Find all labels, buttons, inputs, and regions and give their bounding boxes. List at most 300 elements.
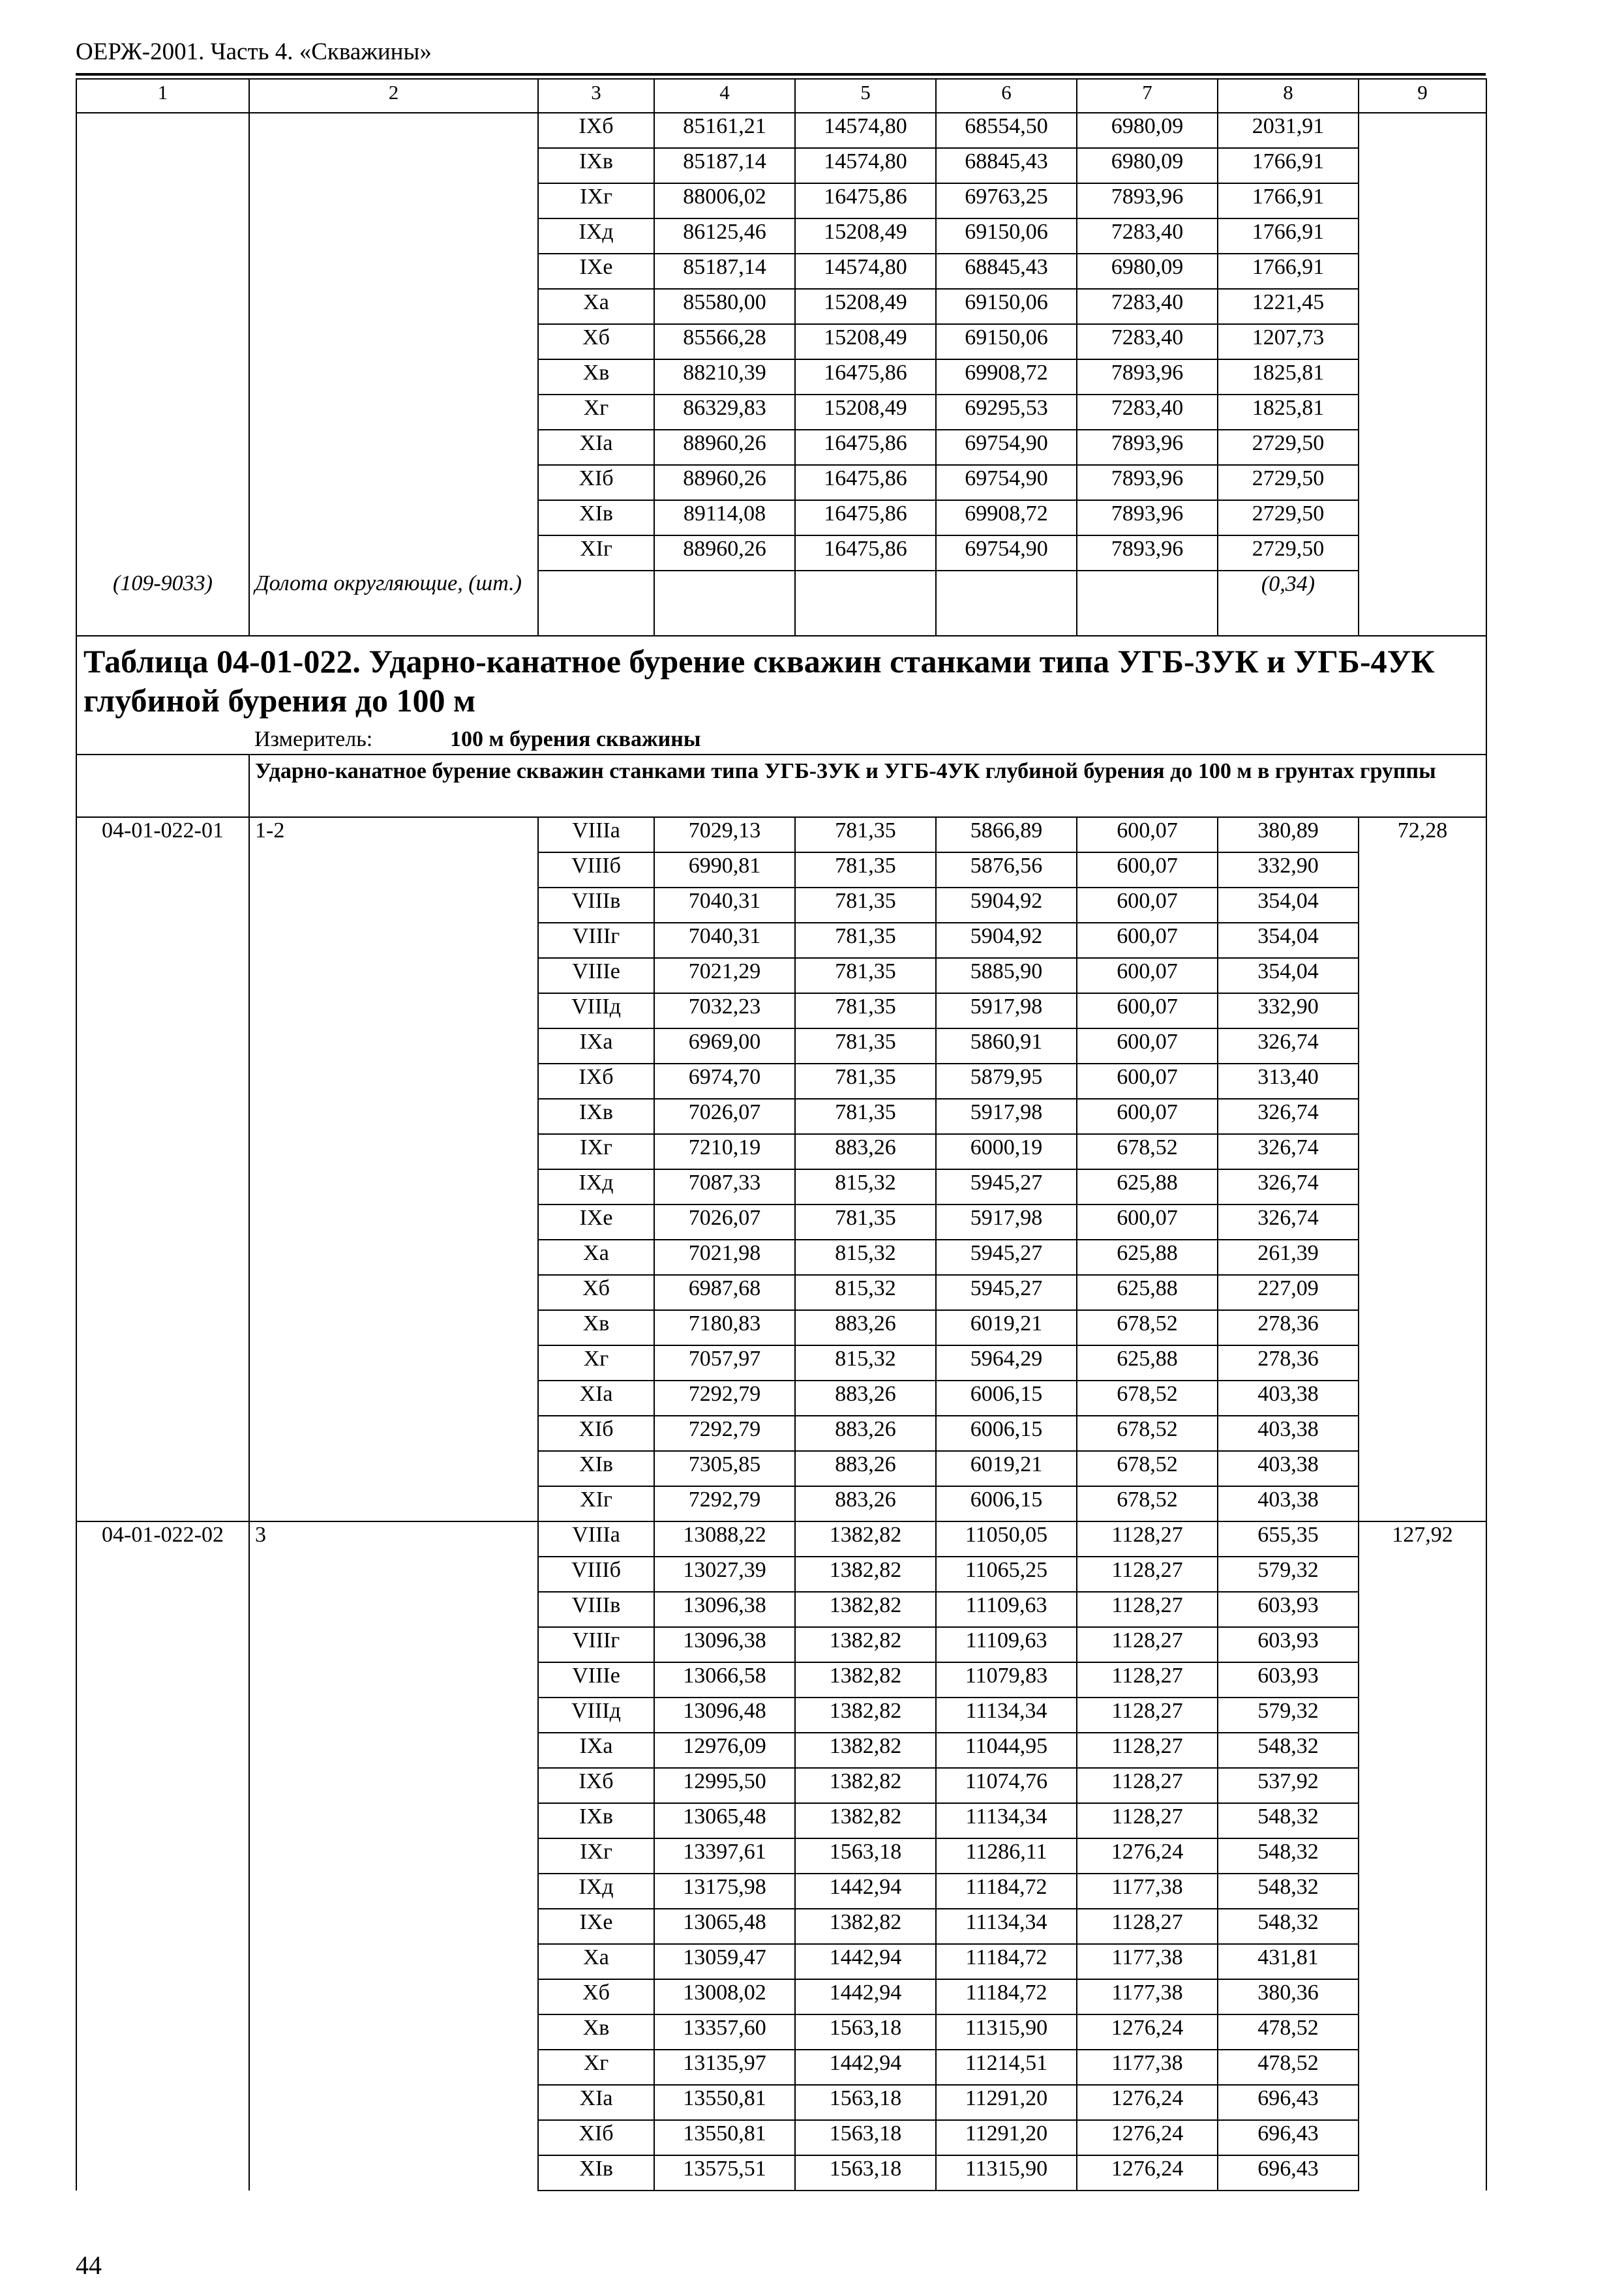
value-cell: 86125,46: [654, 218, 795, 254]
value-cell: 1128,27: [1077, 1733, 1218, 1768]
code-cell-empty: [76, 324, 249, 359]
value-cell: 1766,91: [1218, 183, 1359, 218]
value-cell: 403,38: [1218, 1416, 1359, 1451]
value-cell: 7087,33: [654, 1169, 795, 1204]
value-cell: 12995,50: [654, 1768, 795, 1803]
value-cell: 11050,05: [936, 1521, 1077, 1557]
value-cell: 1766,91: [1218, 254, 1359, 289]
name-cell-empty: [249, 1486, 538, 1521]
code-cell-empty: [76, 395, 249, 430]
value-cell: 13088,22: [654, 1521, 795, 1557]
value-cell: 7283,40: [1077, 324, 1218, 359]
value-cell: 7893,96: [1077, 465, 1218, 500]
table-row: [76, 1240, 1486, 1275]
name-cell-empty: [249, 1099, 538, 1134]
extra-cell-empty: [1359, 888, 1486, 923]
table-row: [76, 958, 1486, 993]
value-cell: 88960,26: [654, 430, 795, 465]
value-cell: 696,43: [1218, 2155, 1359, 2191]
extra-cell-empty: [1359, 254, 1486, 289]
value-cell: 13065,48: [654, 1803, 795, 1838]
code-cell-empty: [76, 1627, 249, 1662]
table-row: [76, 465, 1486, 500]
value-cell: 13008,02: [654, 1979, 795, 2014]
terrain-category-cell: XIб: [538, 1416, 654, 1451]
terrain-category-cell: Xб: [538, 1979, 654, 2014]
value-cell: 7893,96: [1077, 183, 1218, 218]
code-cell-empty: [76, 1240, 249, 1275]
extra-cell-empty: [1359, 1275, 1486, 1310]
value-cell: 14574,80: [795, 113, 936, 148]
table-title-cell: [76, 636, 1486, 755]
value-cell: 678,52: [1077, 1486, 1218, 1521]
extra-value: 127,92: [1359, 1521, 1486, 1557]
value-cell: 678,52: [1077, 1416, 1218, 1451]
code-cell-empty: [76, 1099, 249, 1134]
material-row: [76, 571, 1486, 636]
column-number: 3: [538, 79, 654, 113]
value-cell: 655,35: [1218, 1521, 1359, 1557]
value-cell: 7283,40: [1077, 289, 1218, 324]
code-cell-empty: [76, 1028, 249, 1064]
name-cell-empty: [249, 993, 538, 1028]
name-cell-empty: [249, 218, 538, 254]
table-row: [76, 2120, 1486, 2155]
value-cell: 548,32: [1218, 1803, 1359, 1838]
value-cell: 537,92: [1218, 1768, 1359, 1803]
value-cell: 603,93: [1218, 1592, 1359, 1627]
value-cell: 815,32: [795, 1345, 936, 1381]
value-cell: 1128,27: [1077, 1909, 1218, 1944]
terrain-category-cell: VIIIг: [538, 1627, 654, 1662]
page-header: ОЕРЖ-2001. Часть 4. «Скважины»: [76, 38, 432, 65]
value-cell: 16475,86: [795, 183, 936, 218]
value-cell: 11315,90: [936, 2155, 1077, 2191]
table-row: [76, 1662, 1486, 1698]
value-cell: 1563,18: [795, 2155, 936, 2191]
value-cell: 15208,49: [795, 324, 936, 359]
value-cell: 16475,86: [795, 430, 936, 465]
code-cell-empty: [76, 1838, 249, 1874]
table-row: [76, 1275, 1486, 1310]
value-cell: 5876,56: [936, 852, 1077, 888]
value-cell: 403,38: [1218, 1486, 1359, 1521]
name-cell-empty: [249, 2014, 538, 2050]
value-cell: 7026,07: [654, 1204, 795, 1240]
extra-cell-empty: [1359, 1557, 1486, 1592]
value-cell: 13059,47: [654, 1944, 795, 1979]
value-cell: 68554,50: [936, 113, 1077, 148]
value-cell: 16475,86: [795, 465, 936, 500]
value-cell: 88960,26: [654, 465, 795, 500]
value-cell: 1276,24: [1077, 2085, 1218, 2120]
extra-cell-empty: [1359, 1874, 1486, 1909]
extra-cell-empty: [1359, 430, 1486, 465]
terrain-category-cell: Xв: [538, 2014, 654, 2050]
extra-cell-empty: [1359, 2120, 1486, 2155]
code-cell-empty: [76, 1275, 249, 1310]
rate-code: 04-01-022-02: [76, 1521, 249, 1557]
table-row: [76, 993, 1486, 1028]
name-cell-empty: [249, 1803, 538, 1838]
table-row: [76, 254, 1486, 289]
table-title-row: [76, 636, 1486, 755]
value-cell: 883,26: [795, 1134, 936, 1169]
value-cell: 326,74: [1218, 1204, 1359, 1240]
value-cell: 354,04: [1218, 958, 1359, 993]
terrain-category-cell: Xб: [538, 324, 654, 359]
table-row: [76, 218, 1486, 254]
value-cell: 5917,98: [936, 1204, 1077, 1240]
table-row: [76, 888, 1486, 923]
table-row: [76, 1944, 1486, 1979]
value-cell: 11109,63: [936, 1627, 1077, 1662]
code-cell-empty: [76, 289, 249, 324]
value-cell: 1382,82: [795, 1733, 936, 1768]
value-cell: 69754,90: [936, 535, 1077, 571]
value-cell: 1825,81: [1218, 359, 1359, 395]
extra-cell-empty: [1359, 993, 1486, 1028]
value-cell: 781,35: [795, 817, 936, 852]
value-cell: 603,93: [1218, 1627, 1359, 1662]
terrain-category-cell: VIIIе: [538, 1662, 654, 1698]
name-cell-empty: [249, 1768, 538, 1803]
value-cell-empty: [1077, 571, 1218, 636]
value-cell: 6019,21: [936, 1451, 1077, 1486]
value-cell: 6969,00: [654, 1028, 795, 1064]
code-cell-empty: [76, 1803, 249, 1838]
extra-cell-empty: [1359, 958, 1486, 993]
value-cell: 781,35: [795, 852, 936, 888]
table-row: [76, 1698, 1486, 1733]
rate-code: 04-01-022-01: [76, 817, 249, 852]
name-cell-empty: [249, 395, 538, 430]
terrain-category-cell: VIIIв: [538, 888, 654, 923]
column-number: 2: [249, 79, 538, 113]
terrain-category-cell: VIIIв: [538, 1592, 654, 1627]
value-cell: 781,35: [795, 923, 936, 958]
value-cell: 1442,94: [795, 1944, 936, 1979]
terrain-category-cell: VIIIб: [538, 852, 654, 888]
value-cell: 5879,95: [936, 1064, 1077, 1099]
value-cell: 14574,80: [795, 148, 936, 183]
value-cell: 678,52: [1077, 1134, 1218, 1169]
code-cell-empty: [76, 923, 249, 958]
name-cell-empty: [249, 1416, 538, 1451]
name-cell-empty: [249, 1838, 538, 1874]
extra-cell-empty: [1359, 1416, 1486, 1451]
table-row: [76, 2050, 1486, 2085]
code-cell-empty: [76, 852, 249, 888]
table-row: [76, 1345, 1486, 1381]
value-cell: 5904,92: [936, 888, 1077, 923]
value-cell: 354,04: [1218, 923, 1359, 958]
value-cell: 548,32: [1218, 1733, 1359, 1768]
column-number: 1: [76, 79, 249, 113]
value-cell: 1177,38: [1077, 2050, 1218, 2085]
table-row: [76, 289, 1486, 324]
value-cell: 600,07: [1077, 1099, 1218, 1134]
value-cell: 883,26: [795, 1310, 936, 1345]
value-cell: 781,35: [795, 1099, 936, 1134]
extra-cell-empty: [1359, 852, 1486, 888]
name-cell-empty: [249, 1345, 538, 1381]
value-cell: 5885,90: [936, 958, 1077, 993]
value-cell: 69150,06: [936, 289, 1077, 324]
table-row: [76, 430, 1486, 465]
value-cell: 11134,34: [936, 1803, 1077, 1838]
table-row: [76, 1486, 1486, 1521]
code-cell-empty: [76, 500, 249, 535]
value-cell: 1276,24: [1077, 2120, 1218, 2155]
value-cell: 11184,72: [936, 1979, 1077, 2014]
value-cell: 5860,91: [936, 1028, 1077, 1064]
extra-cell-empty: [1359, 2014, 1486, 2050]
name-cell-empty: [249, 183, 538, 218]
table-row: [76, 1979, 1486, 2014]
code-cell-empty: [76, 1557, 249, 1592]
terrain-category-cell: IXд: [538, 218, 654, 254]
value-cell: 600,07: [1077, 1064, 1218, 1099]
name-cell-empty: [249, 1028, 538, 1064]
value-cell: 1563,18: [795, 2014, 936, 2050]
extra-cell-empty: [1359, 1592, 1486, 1627]
value-cell: 85580,00: [654, 289, 795, 324]
extra-cell-empty: [1359, 395, 1486, 430]
value-cell: 5945,27: [936, 1240, 1077, 1275]
section-code-empty: [76, 755, 249, 817]
value-cell: 11079,83: [936, 1662, 1077, 1698]
value-cell: 354,04: [1218, 888, 1359, 923]
name-cell-empty: [249, 1204, 538, 1240]
name-cell-empty: [249, 1944, 538, 1979]
value-cell: 1177,38: [1077, 1944, 1218, 1979]
terrain-category-cell: Xа: [538, 1944, 654, 1979]
value-cell: 7040,31: [654, 923, 795, 958]
value-cell: 68845,43: [936, 254, 1077, 289]
name-cell-empty: [249, 113, 538, 148]
value-cell: 12976,09: [654, 1733, 795, 1768]
value-cell: 11134,34: [936, 1698, 1077, 1733]
name-cell-empty: [249, 1979, 538, 2014]
value-cell: 13550,81: [654, 2120, 795, 2155]
terrain-category-cell: IXг: [538, 183, 654, 218]
value-cell: 5904,92: [936, 923, 1077, 958]
name-cell-empty: [249, 2050, 538, 2085]
value-cell: 1128,27: [1077, 1768, 1218, 1803]
value-cell: 13397,61: [654, 1838, 795, 1874]
value-cell: 11291,20: [936, 2085, 1077, 2120]
value-cell: 13135,97: [654, 2050, 795, 2085]
code-cell-empty: [76, 1486, 249, 1521]
value-cell: 678,52: [1077, 1310, 1218, 1345]
terrain-category-cell: IXд: [538, 1874, 654, 1909]
value-cell: 1221,45: [1218, 289, 1359, 324]
value-cell: 678,52: [1077, 1381, 1218, 1416]
value-cell: 883,26: [795, 1451, 936, 1486]
extra-cell-empty: [1359, 1838, 1486, 1874]
value-cell: 600,07: [1077, 817, 1218, 852]
value-cell: 313,40: [1218, 1064, 1359, 1099]
terrain-category-cell: XIа: [538, 1381, 654, 1416]
terrain-category-cell: VIIIд: [538, 993, 654, 1028]
table-row: [76, 359, 1486, 395]
value-cell: 1382,82: [795, 1698, 936, 1733]
value-cell: 7292,79: [654, 1486, 795, 1521]
extra-cell-empty: [1359, 1698, 1486, 1733]
table-row: [76, 1768, 1486, 1803]
value-cell: 380,36: [1218, 1979, 1359, 2014]
value-cell: 7040,31: [654, 888, 795, 923]
value-cell: 1276,24: [1077, 2155, 1218, 2191]
value-cell: 7305,85: [654, 1451, 795, 1486]
extra-cell-empty: [1359, 1099, 1486, 1134]
table-row: [76, 1064, 1486, 1099]
terrain-category-cell: IXе: [538, 254, 654, 289]
extra-cell-empty: [1359, 2155, 1486, 2191]
name-cell-empty: [249, 1240, 538, 1275]
name-cell-empty: [249, 1275, 538, 1310]
extra-cell-empty: [1359, 1768, 1486, 1803]
name-cell-empty: [249, 1662, 538, 1698]
terrain-category-cell: Xг: [538, 395, 654, 430]
value-cell: 1442,94: [795, 1874, 936, 1909]
value-cell: 1382,82: [795, 1768, 936, 1803]
value-cell: 1128,27: [1077, 1521, 1218, 1557]
value-cell: 2729,50: [1218, 535, 1359, 571]
code-cell-empty: [76, 359, 249, 395]
value-cell: 332,90: [1218, 852, 1359, 888]
value-cell: 13175,98: [654, 1874, 795, 1909]
terrain-category-cell: IXв: [538, 1803, 654, 1838]
extra-cell-empty: [1359, 1240, 1486, 1275]
extra-cell-empty: [1359, 1486, 1486, 1521]
terrain-category-cell: XIб: [538, 2120, 654, 2155]
value-cell: 7210,19: [654, 1134, 795, 1169]
terrain-category-cell: Xа: [538, 1240, 654, 1275]
value-cell: 278,36: [1218, 1345, 1359, 1381]
value-cell: 227,09: [1218, 1275, 1359, 1310]
value-cell: 815,32: [795, 1275, 936, 1310]
value-cell: 2729,50: [1218, 500, 1359, 535]
value-cell: 7283,40: [1077, 218, 1218, 254]
soil-group: 3: [249, 1521, 538, 1557]
name-cell-empty: [249, 1310, 538, 1345]
table-row: [76, 2085, 1486, 2120]
extra-cell-empty: [1359, 1944, 1486, 1979]
value-cell-empty: [538, 571, 654, 636]
value-cell: 678,52: [1077, 1451, 1218, 1486]
code-cell-empty: [76, 2014, 249, 2050]
value-cell: 5917,98: [936, 1099, 1077, 1134]
value-cell: 14574,80: [795, 254, 936, 289]
name-cell-empty: [249, 1169, 538, 1204]
value-cell: 1177,38: [1077, 1979, 1218, 2014]
terrain-category-cell: VIIIг: [538, 923, 654, 958]
terrain-category-cell: VIIIа: [538, 817, 654, 852]
value-cell: 85187,14: [654, 254, 795, 289]
value-cell: 7029,13: [654, 817, 795, 852]
terrain-category-cell: IXд: [538, 1169, 654, 1204]
value-cell: 380,89: [1218, 817, 1359, 852]
value-cell: 625,88: [1077, 1275, 1218, 1310]
name-cell-empty: [249, 1627, 538, 1662]
value-cell: 13575,51: [654, 2155, 795, 2191]
value-cell: 1382,82: [795, 1627, 936, 1662]
code-cell-empty: [76, 1592, 249, 1627]
value-cell: 1382,82: [795, 1662, 936, 1698]
code-cell-empty: [76, 218, 249, 254]
table-row: [76, 2014, 1486, 2050]
extra-cell-empty: [1359, 1204, 1486, 1240]
terrain-category-cell: VIIIе: [538, 958, 654, 993]
terrain-category-cell: IXб: [538, 1064, 654, 1099]
value-cell: 7283,40: [1077, 395, 1218, 430]
terrain-category-cell: VIIIд: [538, 1698, 654, 1733]
value-cell: 11315,90: [936, 2014, 1077, 2050]
value-cell: 89114,08: [654, 500, 795, 535]
terrain-category-cell: XIг: [538, 1486, 654, 1521]
extra-cell-empty: [1359, 500, 1486, 535]
name-cell-empty: [249, 2120, 538, 2155]
code-cell-empty: [76, 1944, 249, 1979]
value-cell: 883,26: [795, 1486, 936, 1521]
soil-group: 1-2: [249, 817, 538, 852]
value-cell: 85187,14: [654, 148, 795, 183]
value-cell: 11184,72: [936, 1874, 1077, 1909]
table-row: [76, 535, 1486, 571]
table-row: [76, 1204, 1486, 1240]
value-cell: 431,81: [1218, 1944, 1359, 1979]
terrain-category-cell: XIб: [538, 465, 654, 500]
code-cell-empty: [76, 1874, 249, 1909]
code-cell-empty: [76, 1451, 249, 1486]
section-title: Ударно-канатное бурение скважин станками типа УГБ-3УК и УГБ-4УК глубиной бурения до 100 м в грунтах группы: [249, 755, 1486, 817]
name-cell-empty: [249, 1064, 538, 1099]
value-cell: 478,52: [1218, 2014, 1359, 2050]
value-cell: 1128,27: [1077, 1627, 1218, 1662]
value-cell: 548,32: [1218, 1838, 1359, 1874]
value-cell: 781,35: [795, 958, 936, 993]
value-cell: 69150,06: [936, 218, 1077, 254]
value-cell: 16475,86: [795, 535, 936, 571]
value-cell: 7292,79: [654, 1381, 795, 1416]
terrain-category-cell: Xб: [538, 1275, 654, 1310]
name-cell-empty: [249, 500, 538, 535]
value-cell: 625,88: [1077, 1169, 1218, 1204]
value-cell: 2729,50: [1218, 465, 1359, 500]
material-name: Долота округляющие, (шт.): [249, 571, 538, 636]
value-cell: 16475,86: [795, 500, 936, 535]
code-cell-empty: [76, 2050, 249, 2085]
terrain-category-cell: Xг: [538, 2050, 654, 2085]
name-cell-empty: [249, 888, 538, 923]
terrain-category-cell: VIIIа: [538, 1521, 654, 1557]
code-cell-empty: [76, 1169, 249, 1204]
value-cell: 478,52: [1218, 2050, 1359, 2085]
table-row: [76, 1099, 1486, 1134]
extra-cell-empty: [1359, 2050, 1486, 2085]
value-cell: 88006,02: [654, 183, 795, 218]
value-cell: 7893,96: [1077, 535, 1218, 571]
value-cell: 600,07: [1077, 958, 1218, 993]
value-cell: 2031,91: [1218, 113, 1359, 148]
value-cell: 11214,51: [936, 2050, 1077, 2085]
name-cell-empty: [249, 1874, 538, 1909]
code-cell-empty: [76, 183, 249, 218]
value-cell: 15208,49: [795, 395, 936, 430]
value-cell: 781,35: [795, 888, 936, 923]
